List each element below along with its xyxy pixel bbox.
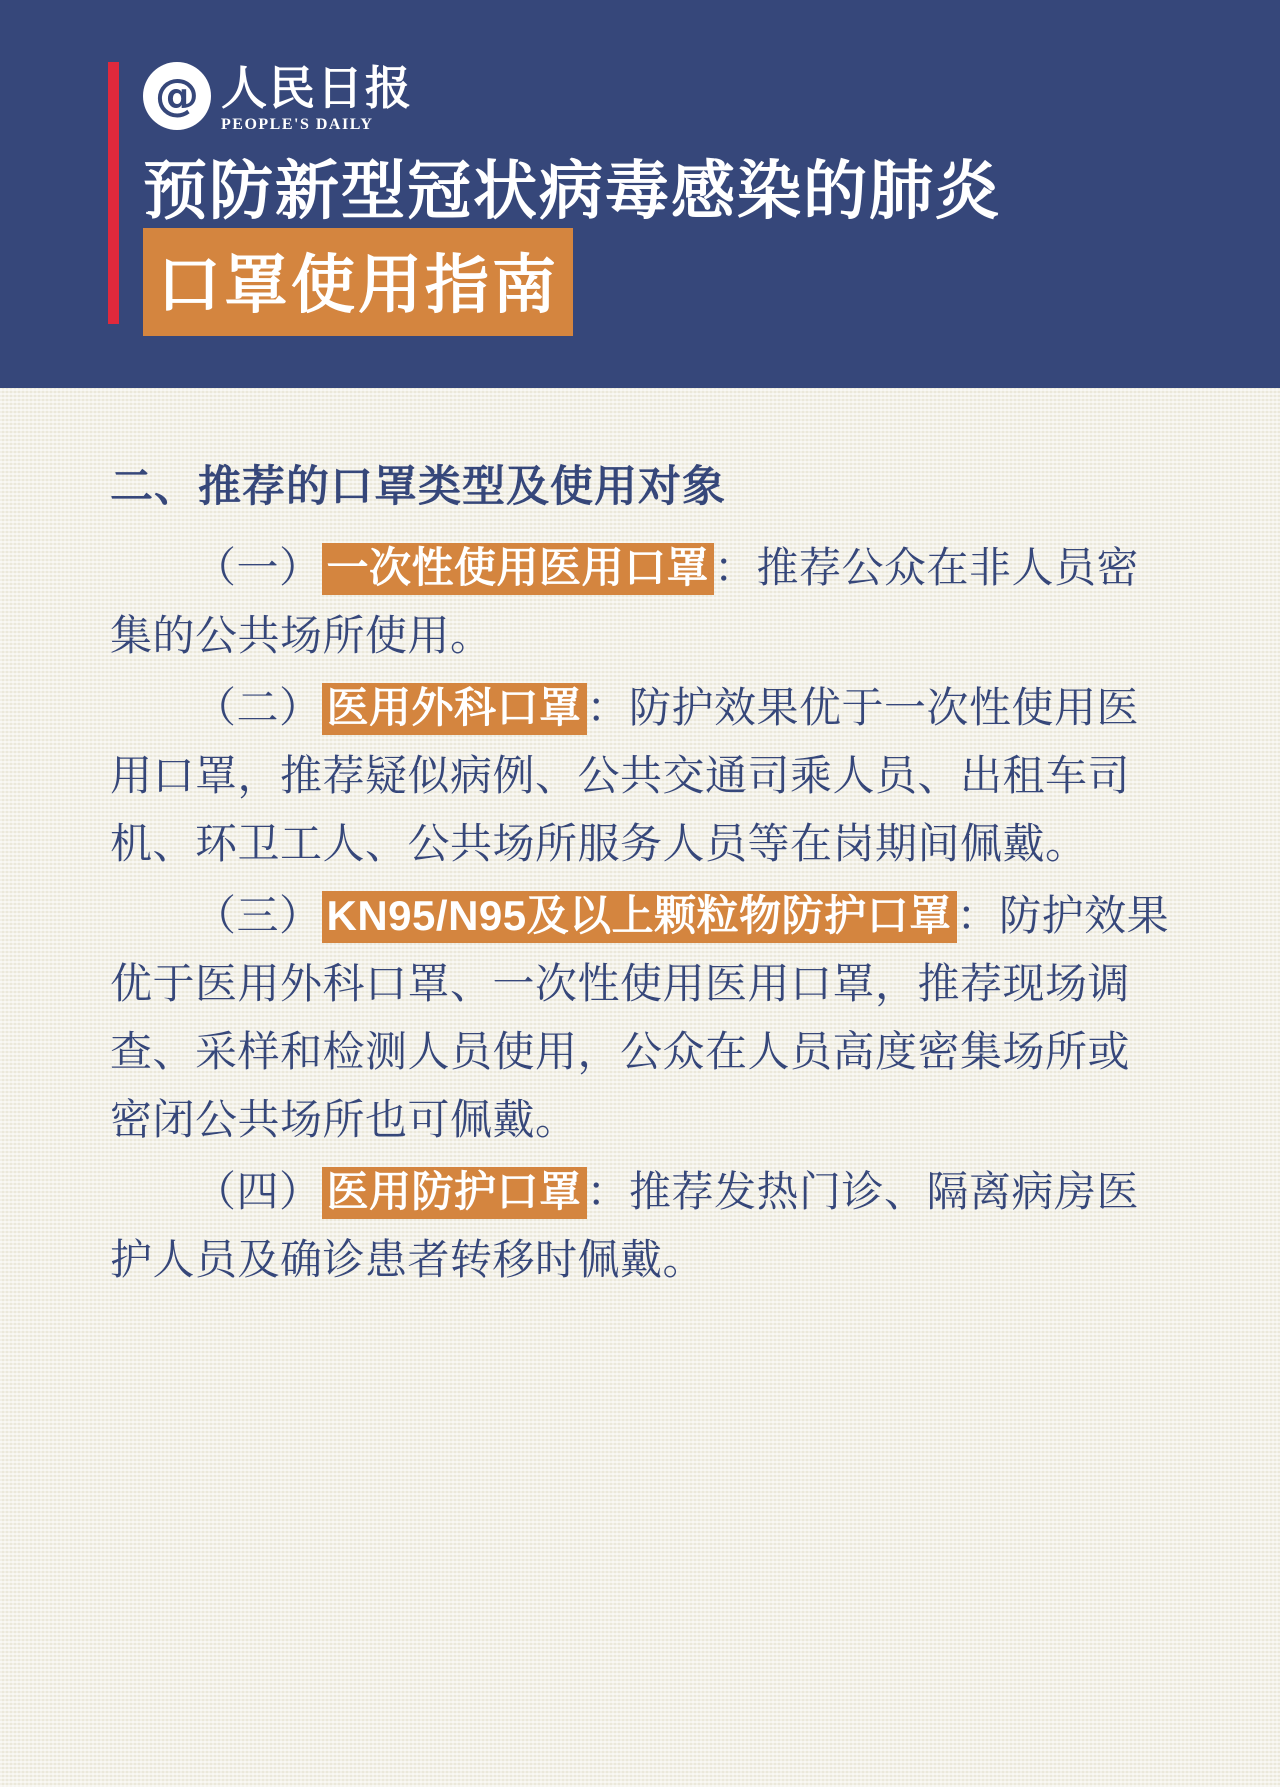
poster-header [0, 0, 1280, 388]
list-item [110, 534, 1170, 670]
publisher-name-block [221, 62, 413, 134]
item-highlight: 医用外科口罩 [322, 683, 587, 735]
item-text: ：防护效果优于一次性使用医用口罩，推荐疑似病例、公共交通司乘人员、出租车司机、环卫工人、公共场所服务人员等在岗期间佩戴。 [110, 683, 1140, 868]
item-text: ：防护效果优于医用外科口罩、一次性使用医用口罩，推荐现场调查、采样和检测人员使用，公众在人员高度密集场所或密闭公共场所也可佩戴。 [110, 892, 1170, 1144]
item-highlight: 医用防护口罩 [322, 1167, 587, 1219]
at-sign-logo-icon: @ [143, 62, 211, 130]
publisher-logo [143, 62, 413, 134]
section-heading: 二、推荐的口罩类型及使用对象 [110, 463, 726, 511]
header-accent-bar [108, 62, 119, 324]
poster-title: 预防新型冠状病毒感染的肺炎 [143, 155, 1001, 227]
publisher-name-cn: 人民日报 [221, 62, 413, 114]
poster-subtitle-wrap [143, 228, 573, 336]
list-item [110, 1158, 1170, 1294]
item-highlight: 一次性使用医用口罩 [322, 543, 715, 595]
poster-body [0, 388, 1280, 1298]
publisher-name-en: PEOPLE'S DAILY [221, 116, 374, 134]
item-marker: （一） [194, 543, 322, 591]
item-marker: （四） [194, 1168, 322, 1216]
item-marker: （三） [194, 892, 322, 940]
list-item [110, 882, 1170, 1154]
list-item [110, 674, 1170, 878]
item-marker: （二） [194, 683, 322, 731]
item-text: ：推荐发热门诊、隔离病房医护人员及确诊患者转移时佩戴。 [110, 1168, 1140, 1284]
item-text: ：推荐公众在非人员密集的公共场所使用。 [110, 543, 1140, 659]
item-highlight: KN95/N95及以上颗粒物防护口罩 [322, 891, 957, 943]
poster-subtitle: 口罩使用指南 [143, 228, 573, 336]
